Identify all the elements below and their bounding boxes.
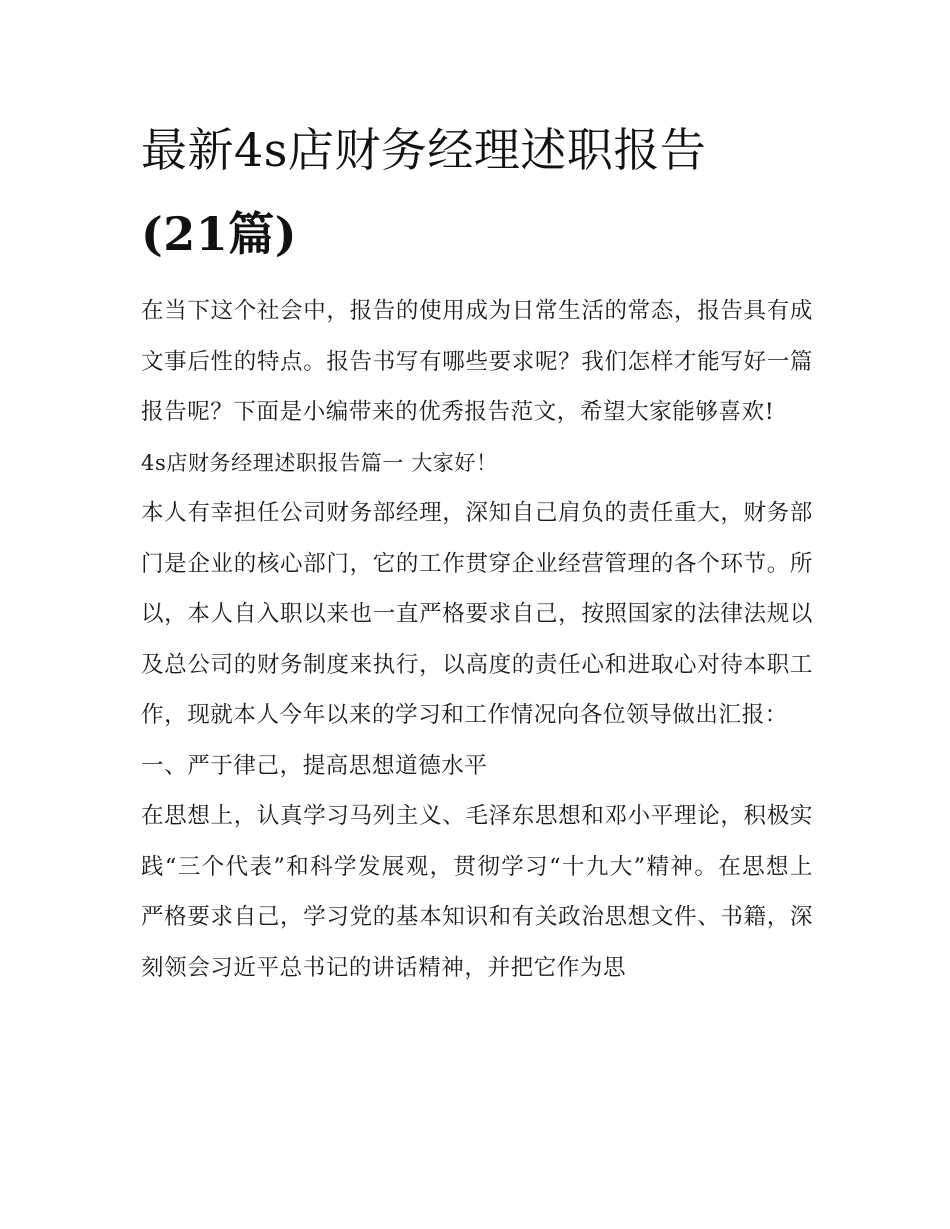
section-title-paragraph: 4s店财务经理述职报告篇一 大家好！ xyxy=(141,450,498,475)
title-line-2: (21篇) xyxy=(141,207,298,261)
document-body xyxy=(141,108,813,993)
title-line-1: 最新4s店财务经理述职报告 xyxy=(141,123,707,177)
body-paragraph-2: 在思想上，认真学习马列主义、毛泽东思想和邓小平理论，积极实践“三个代表”和科学发展观，贯彻学习“十九大”精神。在思想上严格要求自己，学习党的基本知识和有关政治思想文件、书籍，深刻领会习近平总书记的讲话精神，并把它作为思 xyxy=(141,803,813,981)
intro-paragraph: 在当下这个社会中，报告的使用成为日常生活的常态，报告具有成文事后性的特点。报告书写有哪些要求呢？我们怎样才能写好一篇报告呢？下面是小编带来的优秀报告范文，希望大家能够喜欢! xyxy=(141,298,813,425)
document-title xyxy=(141,108,813,276)
section-heading-1: 一、严于律己，提高思想道德水平 xyxy=(141,752,488,779)
body-paragraph-1: 本人有幸担任公司财务部经理，深知自己肩负的责任重大，财务部门是企业的核心部门，它的工作贯穿企业经营管理的各个环节。所以，本人自入职以来也一直严格要求自己，按照国家的法律法规以及总公司的财务制度来执行，以高度的责任心和进取心对待本职工作，现就本人今年以来的学习和工作情况向各位领导做出汇报： xyxy=(141,500,813,728)
